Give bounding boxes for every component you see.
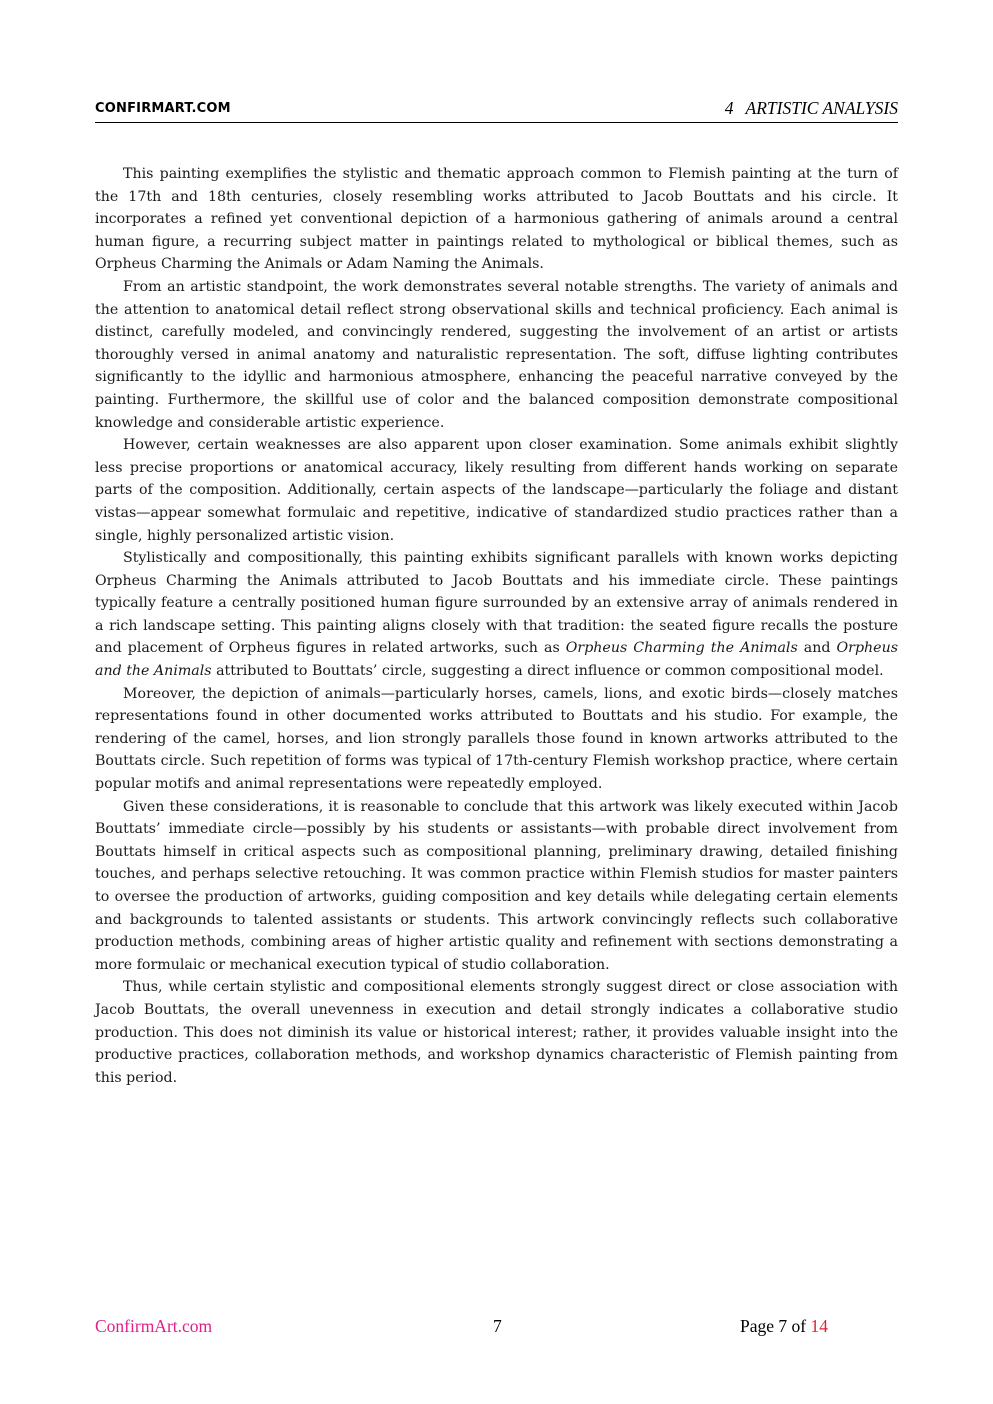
footer-page-number: 7: [493, 1316, 502, 1336]
paragraph-2: From an artistic standpoint, the work demonstrates several notable strengths. The variety of animals and the attention to anatomical detail reflect strong observational skills and technical proficiency. Each animal is distinct, carefully modeled, and convincingly rendered, suggesting the involvement of an artist or artists thoroughly versed in animal anatomy and naturalistic representation. The soft, diffuse lighting contributes significantly to the idyllic and harmonious atmosphere, enhancing the peaceful narrative conveyed by the painting. Furthermore, the skillful use of color and the balanced composition demonstrate compositional knowledge and considerable artistic experience.: [95, 278, 898, 431]
paragraph-1: This painting exemplifies the stylistic and thematic approach common to Flemish painting at the turn of the 17th and 18th centuries, closely resembling works attributed to Jacob Bouttats and his circle. It incorporates a refined yet conventional depiction of a harmonious gathering of animals around a central human figure, a recurring subject matter in paintings related to mythological or biblical themes, such as Orpheus Charming the Animals or Adam Naming the Animals.: [95, 166, 898, 273]
section-title-text: ARTISTIC ANALYSIS: [745, 98, 898, 118]
site-logo[interactable]: CONFIRMART.COM: [95, 101, 231, 116]
paragraph-4-and: and: [797, 640, 837, 657]
footer-site-link[interactable]: ConfirmArt.com: [95, 1316, 213, 1336]
paragraph-4-text-b: attributed to Bouttats’ circle, suggesting a direct influence or common compositional model.: [211, 663, 884, 680]
artwork-title-orpheus-charming: Orpheus Charming the Animals: [565, 640, 798, 657]
page-count-label: Page 7 of: [740, 1316, 811, 1336]
paragraph-4-text-a: Stylistically and compositionally, this painting exhibits significant parallels with known works depicting Orpheus Charming the Animals attributed to Jacob Bouttats and his immediate circle. These paintings typically feature a centrally positioned human figure surrounded by an extensive array of animals rendered in a rich landscape setting. This painting aligns closely with that tradition: the seated figure recalls the posture and placement of Orpheus figures in related artworks, such as: [95, 550, 898, 657]
paragraph-4: [95, 547, 898, 683]
paragraph-5: Moreover, the depiction of animals—particularly horses, camels, lions, and exotic birds—closely matches representations found in other documented works attributed to Bouttats and his studio. For example, the rendering of the camel, horses, and lion strongly parallels those found in known artworks attributed to the Bouttats circle. Such repetition of forms was typical of 17th-century Flemish workshop practice, where certain popular motifs and animal representations were repeatedly employed.: [95, 685, 898, 793]
artwork-title-orpheus-animals: Orpheus and the Animals: [95, 640, 898, 680]
page-header: [95, 98, 898, 123]
paragraph-3: However, certain weaknesses are also apparent upon closer examination. Some animals exhibit slightly less precise proportions or anatomical accuracy, likely resulting from different hands working on separate parts of the composition. Additionally, certain aspects of the landscape—particularly the foliage and distant vistas—appear somewhat formulaic and repetitive, indicative of standardized studio practices rather than a single, highly personalized artistic vision.: [95, 437, 898, 544]
paragraph-7: Thus, while certain stylistic and compositional elements strongly suggest direct or close association with Jacob Bouttats, the overall unevenness in execution and detail strongly indicates a collaborative studio production. This does not diminish its value or historical interest; rather, it provides valuable insight into the productive practices, collaboration methods, and workshop dynamics characteristic of Flemish painting from this period.: [95, 979, 898, 1086]
running-section-title: [725, 98, 898, 119]
section-number: 4: [724, 98, 734, 118]
page-total-link[interactable]: 14: [810, 1316, 828, 1336]
page-footer: [95, 1316, 898, 1340]
paragraph-6: Given these considerations, it is reasonable to conclude that this artwork was likely executed within Jacob Bouttats’ immediate circle—possibly by his students or assistants—with probable direct involvement from Bouttats himself in critical aspects such as compositional planning, preliminary drawing, detailed finishing touches, and perhaps selective retouching. It was common practice within Flemish studios for master painters to oversee the production of artworks, guiding composition and key details while delegating certain elements and backgrounds to talented assistants or students. This artwork convincingly reflects such collaborative production methods, combining areas of higher artistic quality and refinement with sections demonstrating a more formulaic or mechanical execution typical of studio collaboration.: [95, 798, 898, 973]
document-body: [95, 163, 898, 1089]
footer-page-count: [740, 1316, 828, 1337]
